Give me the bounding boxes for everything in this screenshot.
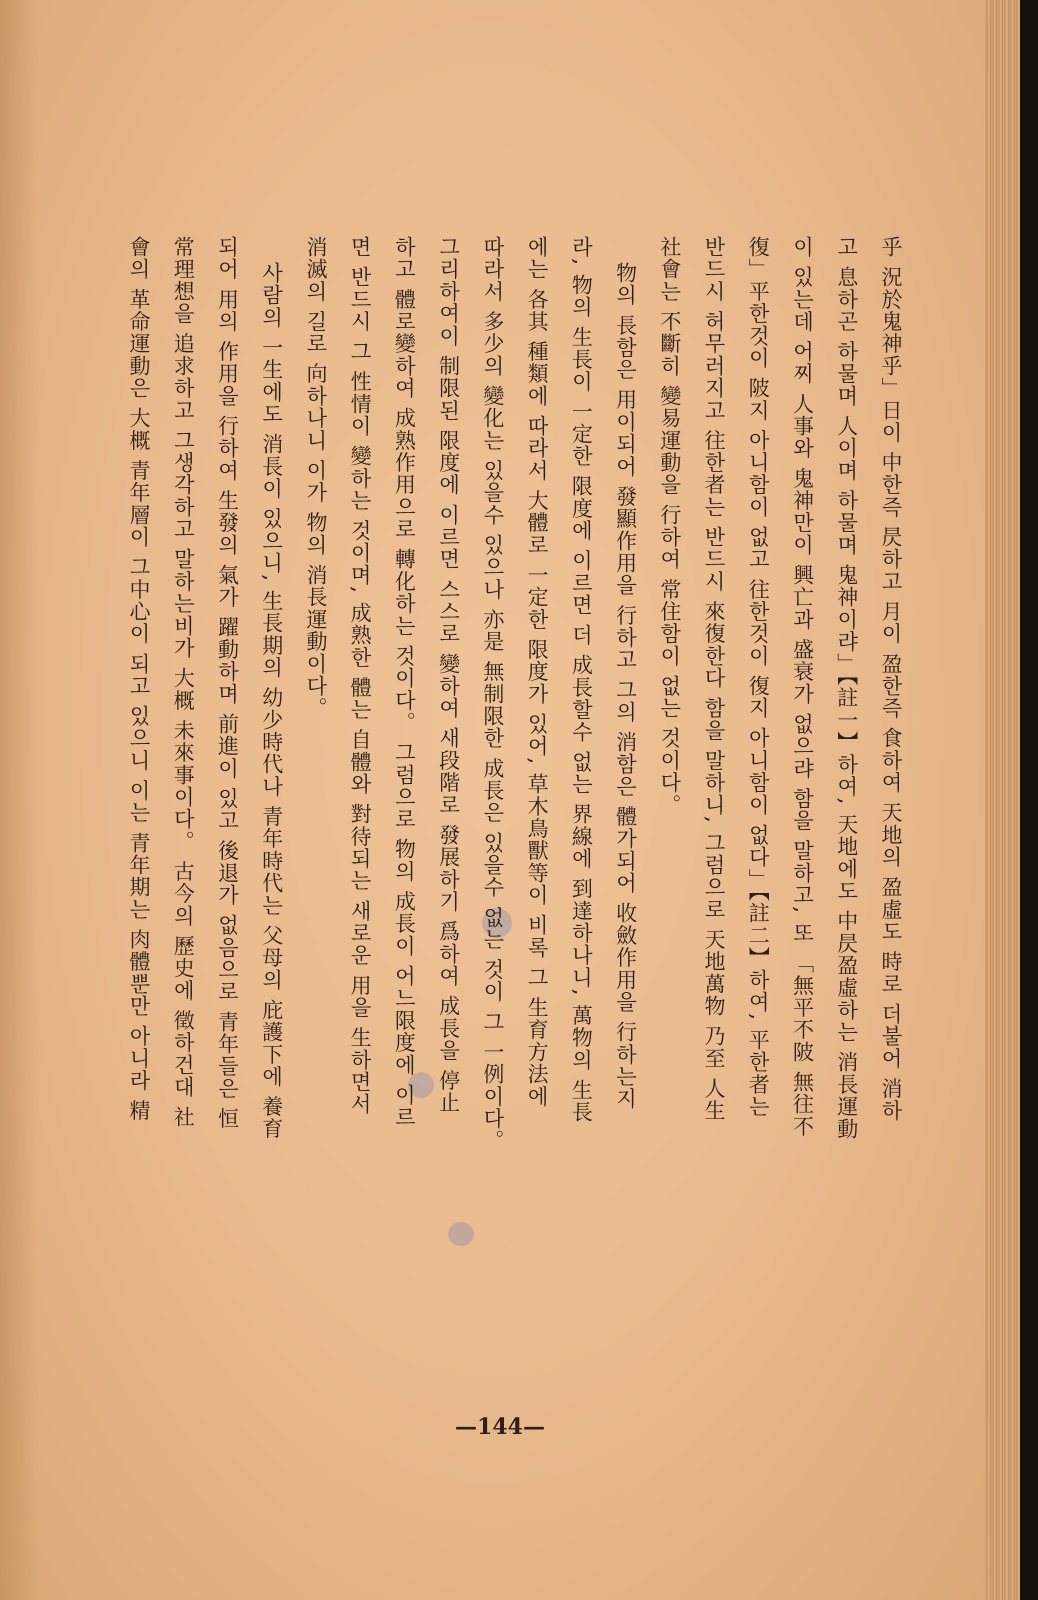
text-line: 그리하여이 制限된 限度에 이르면 스스로 變하여 새段階로 發展하기 爲하여 成長을 停止 — [436, 236, 461, 1114]
spine-shadow — [0, 0, 40, 1600]
text-line: 社會는 不斷히 變易運動을 行하여 常住함이 없는 것이다。 — [657, 236, 682, 817]
text-line: 乎 況於鬼神乎」日이 中한즉 昃하고 月이 盈한즉 食하여 天地의 盈虛도 時로 더불어 消하 — [878, 236, 903, 1122]
text-line: 復」平한것이 陂지 아니함이 없고 往한것이 復지 아니함이 없다」【註二】하여, 平한者는 — [746, 236, 771, 1118]
text-line: 따라서 多少의 變化는 있을수 있으나 亦是 無制限한 成長은 있을수 없는 것이 그 一例이다。 — [480, 236, 505, 1152]
text-line: 라, 物의 生長이 一定한 限度에 이르면 더 成長할수 없는 界線에 到達하나니, 萬物의 生長 — [569, 236, 594, 1124]
vertical-text-body — [120, 236, 910, 1411]
text-line: 반드시 허무러지고 往한者는 반드시 來復한다 함을 말하니, 그럼으로 天地萬物 乃至 人生 — [702, 236, 727, 1122]
text-line: 되어 用의 作用을 行하여 生發의 氣가 躍動하며 前進이 있고 後退가 없음으로 青年들은 恒 — [215, 236, 240, 1130]
text-line: 고 息하곤 하물며 人이며 하물며 鬼神이랴」【註一】하여, 天地에도 中昃盈虛하는 消長運動 — [834, 236, 859, 1140]
text-line: 하고 體로變하여 成熟作用으로 轉化하는 것이다。 그럼으로 物의 成長이 어느限度에 이르 — [392, 236, 417, 1129]
text-line: 에는 各其 種類에 따라서 大體로 一定한 限度가 있어, 草木鳥獸等이 비록 그 生育方法에 — [525, 236, 550, 1108]
text-line: 會의 革命運動은 大概 青年層이 그中心이 되고 있으니 이는 青年期는 肉體뿐만 아니라 精 — [127, 236, 151, 1122]
page-number: —144— — [455, 1414, 545, 1440]
text-line: 이 있는데 어찌 人事와 鬼神만이 興亡과 盛衰가 없으랴 함을 말하고, 또 「無平不陂 無往不 — [790, 236, 815, 1138]
text-line: 면 반드시 그 性情이 變하는 것이며, 成熟한 體는 自體와 對待되는 새로운 用을 生하면서 — [348, 236, 373, 1116]
text-line: 物의 長함은 用이되어 發顯作用을 行하고 그의 消함은 體가되어 收斂作用을 行하는지 — [613, 262, 638, 1110]
text-line: 消滅의 길로 向하나니 이가 物의 消長運動이다。 — [303, 236, 328, 720]
background-edge — [1020, 0, 1038, 1600]
text-line: 常理想을 追求하고 그생각하고 말하는비가 大概 未來事이다。 古今의 歷史에 徵하건대 社 — [171, 236, 196, 1129]
text-line: 사람의 一生에도 消長이 있으니, 生長期의 幼少時代나 青年時代는 父母의 庇護下에 養育 — [259, 262, 284, 1140]
